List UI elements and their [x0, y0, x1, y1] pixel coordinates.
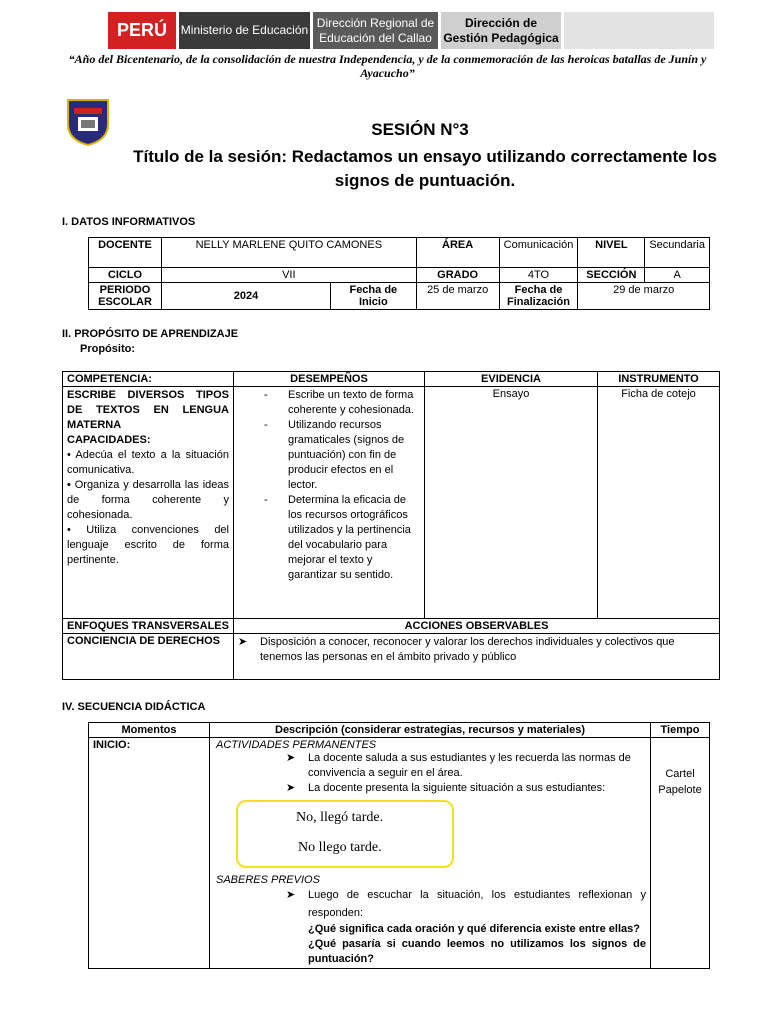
area-value: Comunicación — [499, 238, 578, 268]
docente-label: DOCENTE — [89, 238, 162, 268]
session-number: SESIÓN N°3 — [371, 120, 469, 139]
nivel-label: NIVEL — [578, 238, 645, 268]
session-title: Título de la sesión: Redactamos un ensayo utilizando correctamente los signos de puntuación. — [133, 147, 717, 190]
proposito-label: Propósito: — [80, 343, 135, 355]
seccion-value: A — [645, 268, 710, 283]
periodo-label: PERIODO ESCOLAR — [89, 283, 162, 310]
desempenos-header: DESEMPEÑOS — [234, 372, 425, 387]
instrumento-header: INSTRUMENTO — [598, 372, 720, 387]
proposito-table — [62, 371, 720, 680]
competencia-text: ESCRIBE DIVERSOS TIPOS DE TEXTOS EN LENGUA MATERNA — [67, 389, 229, 431]
question: ¿Qué significa cada oración y qué diferencia existe entre ellas? — [308, 923, 640, 935]
capacidad-item: • Adecúa el texto a la situación comunicativa. — [67, 449, 229, 476]
situation-sentence: No, llegó tarde. — [296, 810, 384, 825]
grado-label: GRADO — [416, 268, 499, 283]
motto: “Año del Bicentenario, de la consolidación de nuestra Independencia, y de la conmemoración de las heroicas batallas de Junín y Ayacucho” — [68, 52, 707, 80]
secuencia-table — [88, 722, 710, 969]
section1-heading: I. DATOS INFORMATIVOS — [62, 216, 196, 228]
evidencia-header: EVIDENCIA — [425, 372, 598, 387]
section2-heading: II. PROPÓSITO DE APRENDIZAJE — [62, 328, 239, 340]
ciclo-label: CICLO — [89, 268, 162, 283]
inicio-item: ➤ La docente presenta la siguiente situación a sus estudiantes: — [286, 781, 646, 796]
competencia-header: COMPETENCIA: — [63, 372, 234, 387]
inicio-item: ➤ Luego de escuchar la situación, los estudiantes reflexionan y responden: — [286, 886, 646, 922]
fin-label: Fecha de Finalización — [499, 283, 578, 310]
saberes-previos-label: SABERES PREVIOS — [216, 874, 320, 886]
desempeno-item: - Escribe un texto de forma coherente y cohesionada. — [288, 388, 420, 418]
accion-cell — [234, 634, 720, 680]
question: ¿Qué pasaría si cuando leemos no utilizamos los signos de puntuación? — [308, 938, 646, 965]
ministerio-label: Ministerio de Educación — [179, 12, 310, 49]
desempeno-item: - Determina la eficacia de los recursos ortográficos utilizados y la pertinencia del vocabulario para mejorar el texto y garantizar su sentido. — [288, 493, 420, 583]
descripcion-header: Descripción (considerar estrategias, recursos y materiales) — [210, 723, 651, 738]
tiempo-header: Tiempo — [651, 723, 710, 738]
capacidad-item: • Utiliza convenciones del lenguaje escrito de forma pertinente. — [67, 524, 229, 566]
momento-value: INICIO: — [89, 738, 210, 969]
datos-table — [88, 237, 710, 310]
docente-value: NELLY MARLENE QUITO CAMONES — [162, 238, 417, 268]
desempenos-cell — [234, 387, 425, 619]
capacidades-label: CAPACIDADES: — [67, 434, 151, 446]
nivel-value: Secundaria — [645, 238, 710, 268]
grado-value: 4TO — [499, 268, 578, 283]
dre-label: Dirección Regional de Educación del Callao — [313, 12, 438, 49]
situation-sentence: No llego tarde. — [298, 840, 382, 855]
section4-heading: IV. SECUENCIA DIDÁCTICA — [62, 701, 206, 713]
area-label: ÁREA — [416, 238, 499, 268]
competencia-cell — [63, 387, 234, 619]
dgp-label: Dirección de Gestión Pedagógica — [441, 12, 561, 49]
peru-logo: PERÚ — [108, 12, 176, 49]
header-blank-cell — [564, 12, 714, 49]
capacidad-item: • Organiza y desarrolla las ideas de forma coherente y cohesionada. — [67, 479, 229, 521]
momentos-header: Momentos — [89, 723, 210, 738]
situation-box — [236, 800, 454, 868]
desempeno-item: - Utilizando recursos gramaticales (signos de puntuación) con fin de producir efectos en el lector. — [288, 418, 420, 493]
instrumento-value: Ficha de cotejo — [598, 387, 720, 619]
descripcion-cell — [210, 738, 651, 969]
enfoques-header: ENFOQUES TRANSVERSALES — [63, 619, 234, 634]
enfoque-value: CONCIENCIA DE DERECHOS — [63, 634, 234, 680]
fin-value: 29 de marzo — [578, 283, 710, 310]
evidencia-value: Ensayo — [425, 387, 598, 619]
tiempo-value: Cartel Papelote — [651, 738, 710, 969]
inicio-label: Fecha de Inicio — [331, 283, 417, 310]
inicio-item: ➤ La docente saluda a sus estudiantes y les recuerda las normas de convivencia a seguir en el área. — [286, 751, 646, 781]
inicio-value: 25 de marzo — [416, 283, 499, 310]
periodo-value: 2024 — [162, 283, 331, 310]
seccion-label: SECCIÓN — [578, 268, 645, 283]
ciclo-value: VII — [162, 268, 417, 283]
actividades-permanentes-label: ACTIVIDADES PERMANENTES — [216, 739, 377, 751]
acciones-header: ACCIONES OBSERVABLES — [234, 619, 720, 634]
accion-item: ➤ Disposición a conocer, reconocer y valorar los derechos individuales y colectivos que tenemos las personas en el ámbito privado y público — [238, 635, 715, 665]
